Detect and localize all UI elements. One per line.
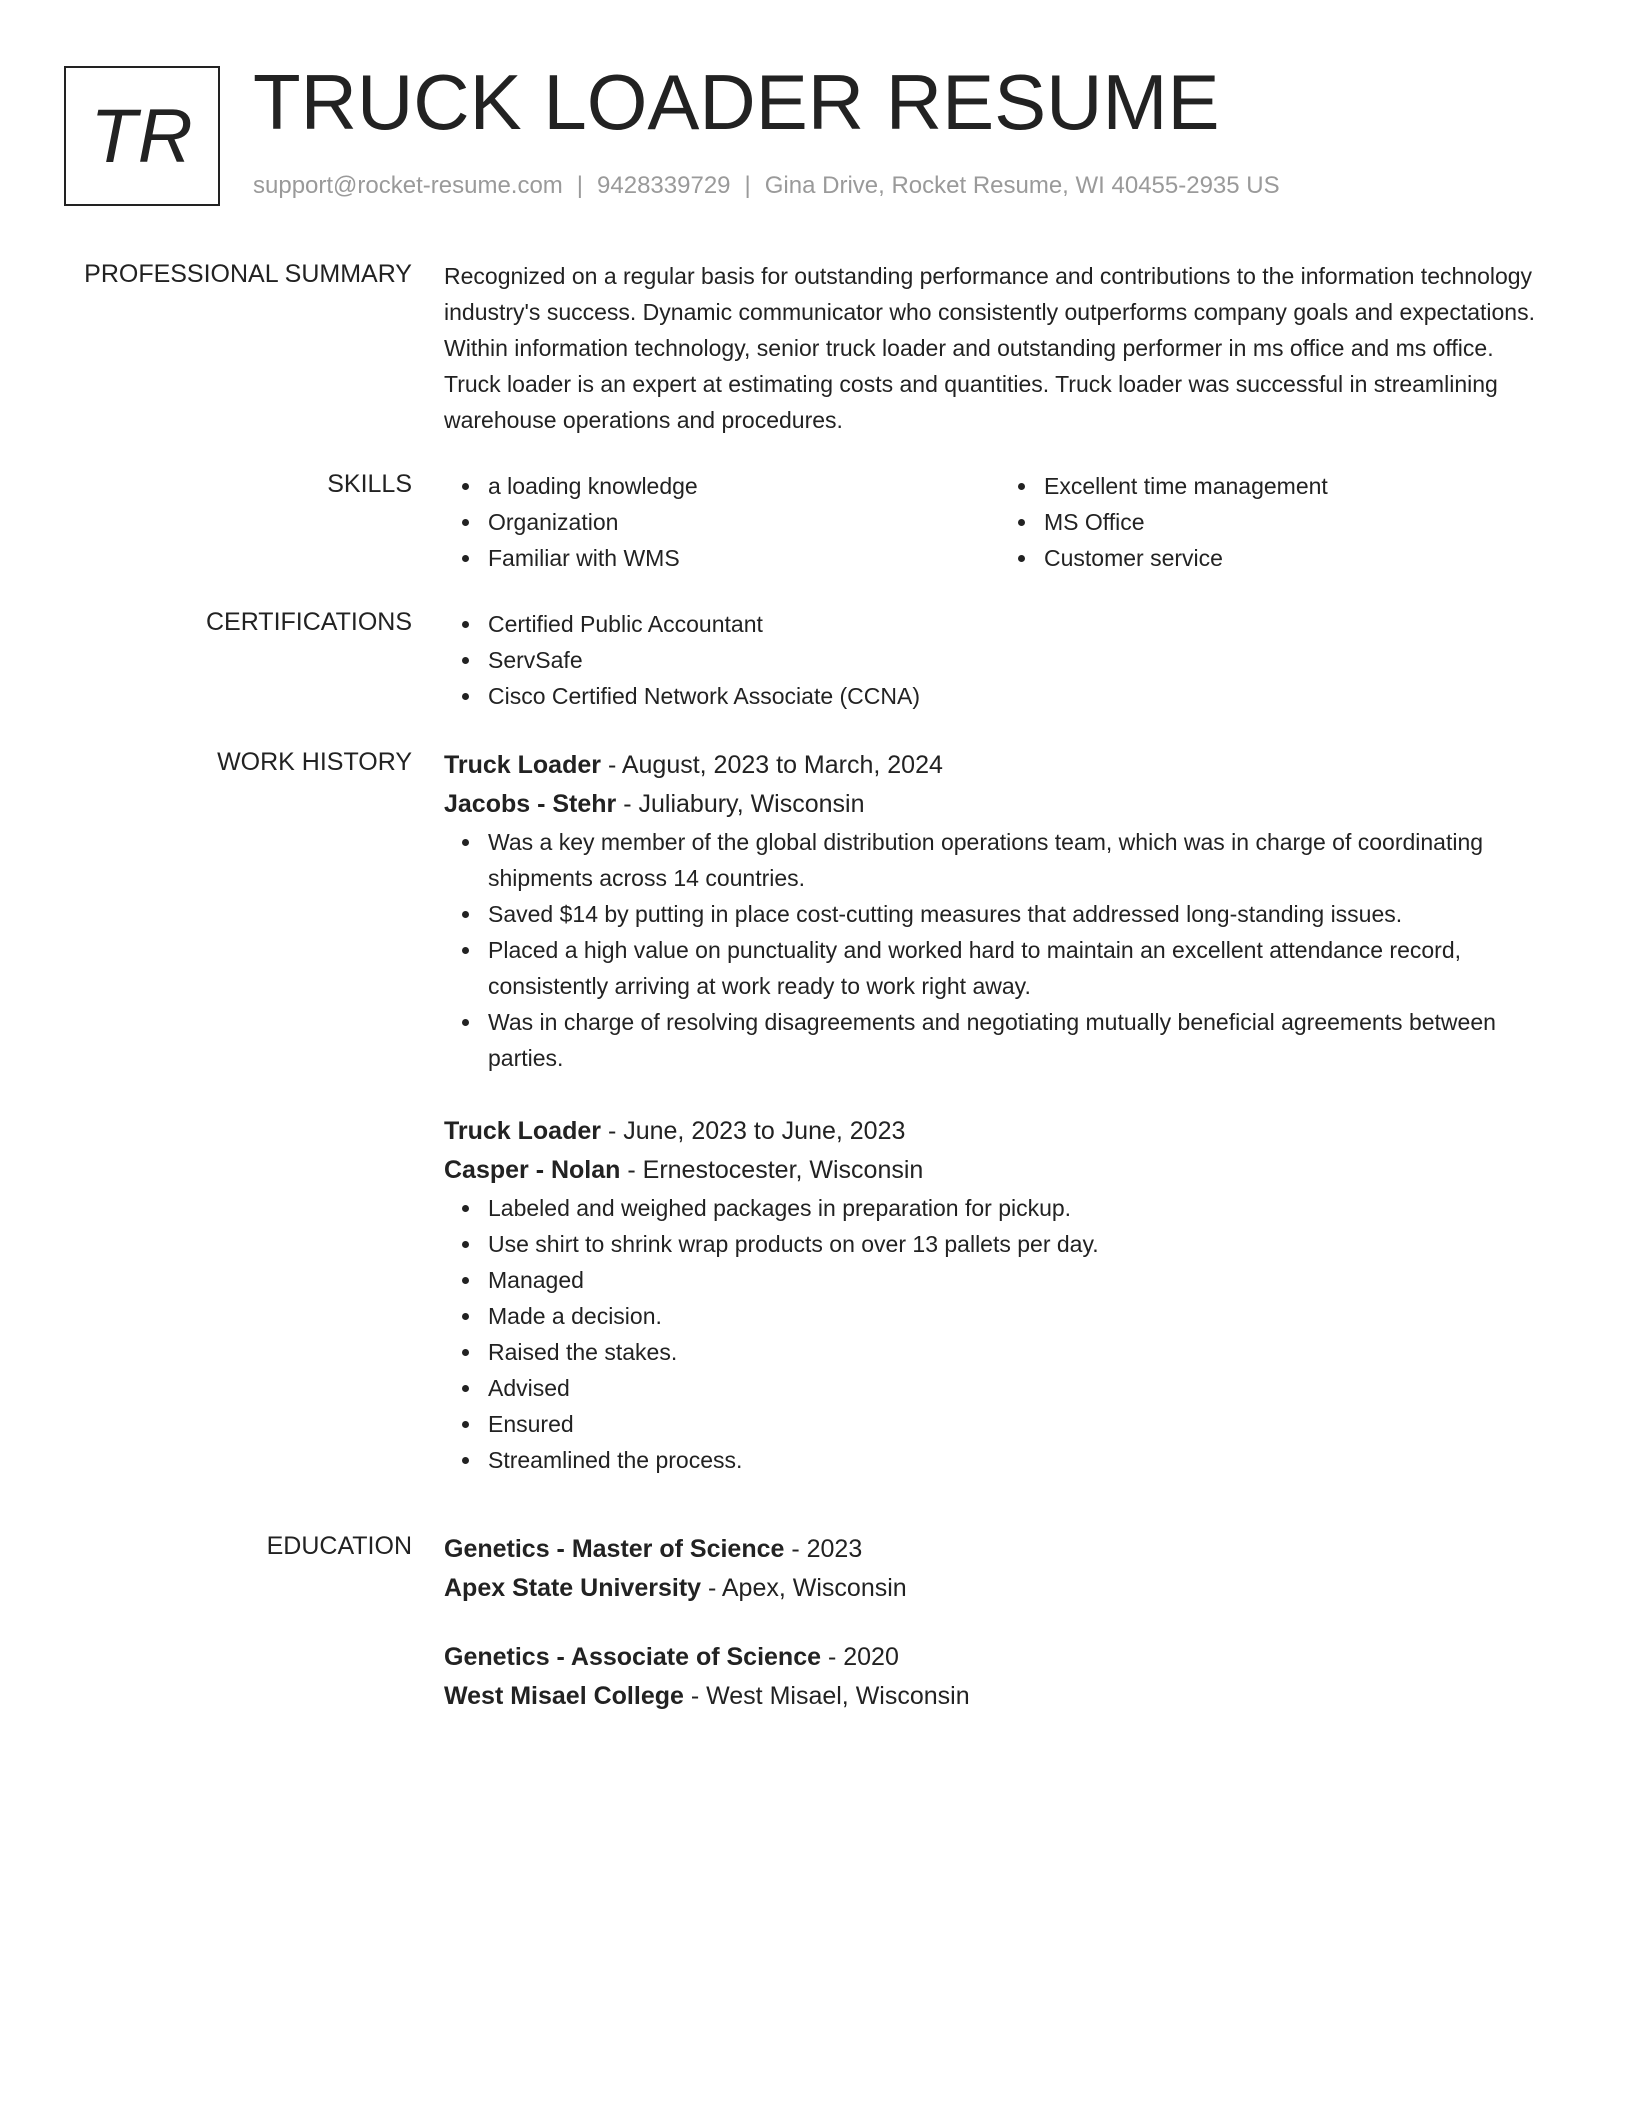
section-label-work-history: WORK HISTORY <box>217 748 412 776</box>
certifications-body <box>444 606 1556 714</box>
degree-line <box>444 1638 1556 1677</box>
education-body <box>444 1530 1556 1716</box>
monogram-logo <box>64 66 220 206</box>
job-company-line <box>444 1151 1556 1190</box>
job-duty: Placed a high value on punctuality and worked hard to maintain an excellent attendance record, consistently arriving at work ready to work right away. <box>488 932 1556 1004</box>
education-entry <box>444 1638 1556 1716</box>
job-dates: - June, 2023 to June, 2023 <box>601 1117 906 1145</box>
certifications-list <box>444 606 1556 714</box>
contact-separator: | <box>576 172 584 199</box>
contact-line <box>253 172 1280 201</box>
job-title: Truck Loader <box>444 751 601 779</box>
skill-item: Customer service <box>1044 540 1556 576</box>
job-location: - Ernestocester, Wisconsin <box>620 1156 924 1184</box>
job-duty: Labeled and weighed packages in preparation for pickup. <box>488 1190 1556 1226</box>
job-duties-list <box>444 1190 1556 1478</box>
certification-item: ServSafe <box>488 642 1556 678</box>
section-label-summary: PROFESSIONAL SUMMARY <box>84 260 412 288</box>
job-title-line <box>444 746 1556 785</box>
school-location: - Apex, Wisconsin <box>701 1574 907 1602</box>
school-location: - West Misael, Wisconsin <box>683 1682 970 1710</box>
job-company: Jacobs - Stehr <box>444 790 617 818</box>
skill-item: Organization <box>488 504 1000 540</box>
degree: Genetics - Associate of Science <box>444 1643 822 1671</box>
job-dates: - August, 2023 to March, 2024 <box>601 751 943 779</box>
skill-item: Excellent time management <box>1044 468 1556 504</box>
monogram-initials: TR <box>90 93 194 179</box>
school-line <box>444 1677 1556 1716</box>
summary-body <box>444 258 1556 438</box>
school: Apex State University <box>444 1574 702 1602</box>
skills-grid <box>444 468 1556 576</box>
degree-line <box>444 1530 1556 1569</box>
job-location: - Juliabury, Wisconsin <box>616 790 865 818</box>
skill-item: a loading knowledge <box>488 468 1000 504</box>
summary-text: Recognized on a regular basis for outstanding performance and contributions to the information technology industry's success. Dynamic communicator who consistently outperforms company goals and expectations. Within information technology, senior truck loader and outstanding performer in ms office and ms office. Truck loader is an expert at estimating costs and quantities. Truck loader was successful in streamlining warehouse operations and procedures. <box>444 263 1535 433</box>
section-label-skills: SKILLS <box>327 470 412 498</box>
skills-list-left <box>444 468 1000 576</box>
contact-separator: | <box>744 172 751 199</box>
job-duty: Made a decision. <box>488 1298 1556 1334</box>
job-duty: Managed <box>488 1262 1556 1298</box>
degree-year: - 2023 <box>784 1535 863 1563</box>
job-duty: Advised <box>488 1370 1556 1406</box>
job-entry <box>444 1112 1556 1478</box>
job-duty: Saved $14 by putting in place cost-cutting measures that addressed long-standing issues. <box>488 896 1556 932</box>
contact-phone[interactable]: 9428339729 <box>597 172 731 199</box>
job-title: Truck Loader <box>444 1117 601 1145</box>
education-entry <box>444 1530 1556 1608</box>
contact-email[interactable]: support@rocket-resume.com <box>253 172 563 199</box>
job-duty: Use shirt to shrink wrap products on over 13 pallets per day. <box>488 1226 1556 1262</box>
job-entry <box>444 746 1556 1076</box>
job-duty: Raised the stakes. <box>488 1334 1556 1370</box>
resume-title: TRUCK LOADER RESUME <box>253 58 1220 146</box>
skill-item: Familiar with WMS <box>488 540 1000 576</box>
job-title-line <box>444 1112 1556 1151</box>
section-label-certifications: CERTIFICATIONS <box>205 608 412 636</box>
school: West Misael College <box>444 1682 684 1710</box>
contact-address: Gina Drive, Rocket Resume, WI 40455-2935 US <box>764 172 1280 199</box>
certification-item: Certified Public Accountant <box>488 606 1556 642</box>
work-history-body <box>444 746 1556 1478</box>
degree: Genetics - Master of Science <box>444 1535 785 1563</box>
job-company: Casper - Nolan <box>444 1156 621 1184</box>
job-duty: Was a key member of the global distribution operations team, which was in charge of coordinating shipments across 14 countries. <box>488 824 1556 896</box>
section-label-education: EDUCATION <box>266 1532 412 1560</box>
certification-item: Cisco Certified Network Associate (CCNA) <box>488 678 1556 714</box>
job-duty: Ensured <box>488 1406 1556 1442</box>
school-line <box>444 1569 1556 1608</box>
job-duties-list <box>444 824 1556 1076</box>
job-company-line <box>444 785 1556 824</box>
job-duty: Streamlined the process. <box>488 1442 1556 1478</box>
skills-list-right <box>1000 468 1556 576</box>
skill-item: MS Office <box>1044 504 1556 540</box>
degree-year: - 2020 <box>821 1643 899 1671</box>
job-duty: Was in charge of resolving disagreements and negotiating mutually beneficial agreements between parties. <box>488 1004 1556 1076</box>
